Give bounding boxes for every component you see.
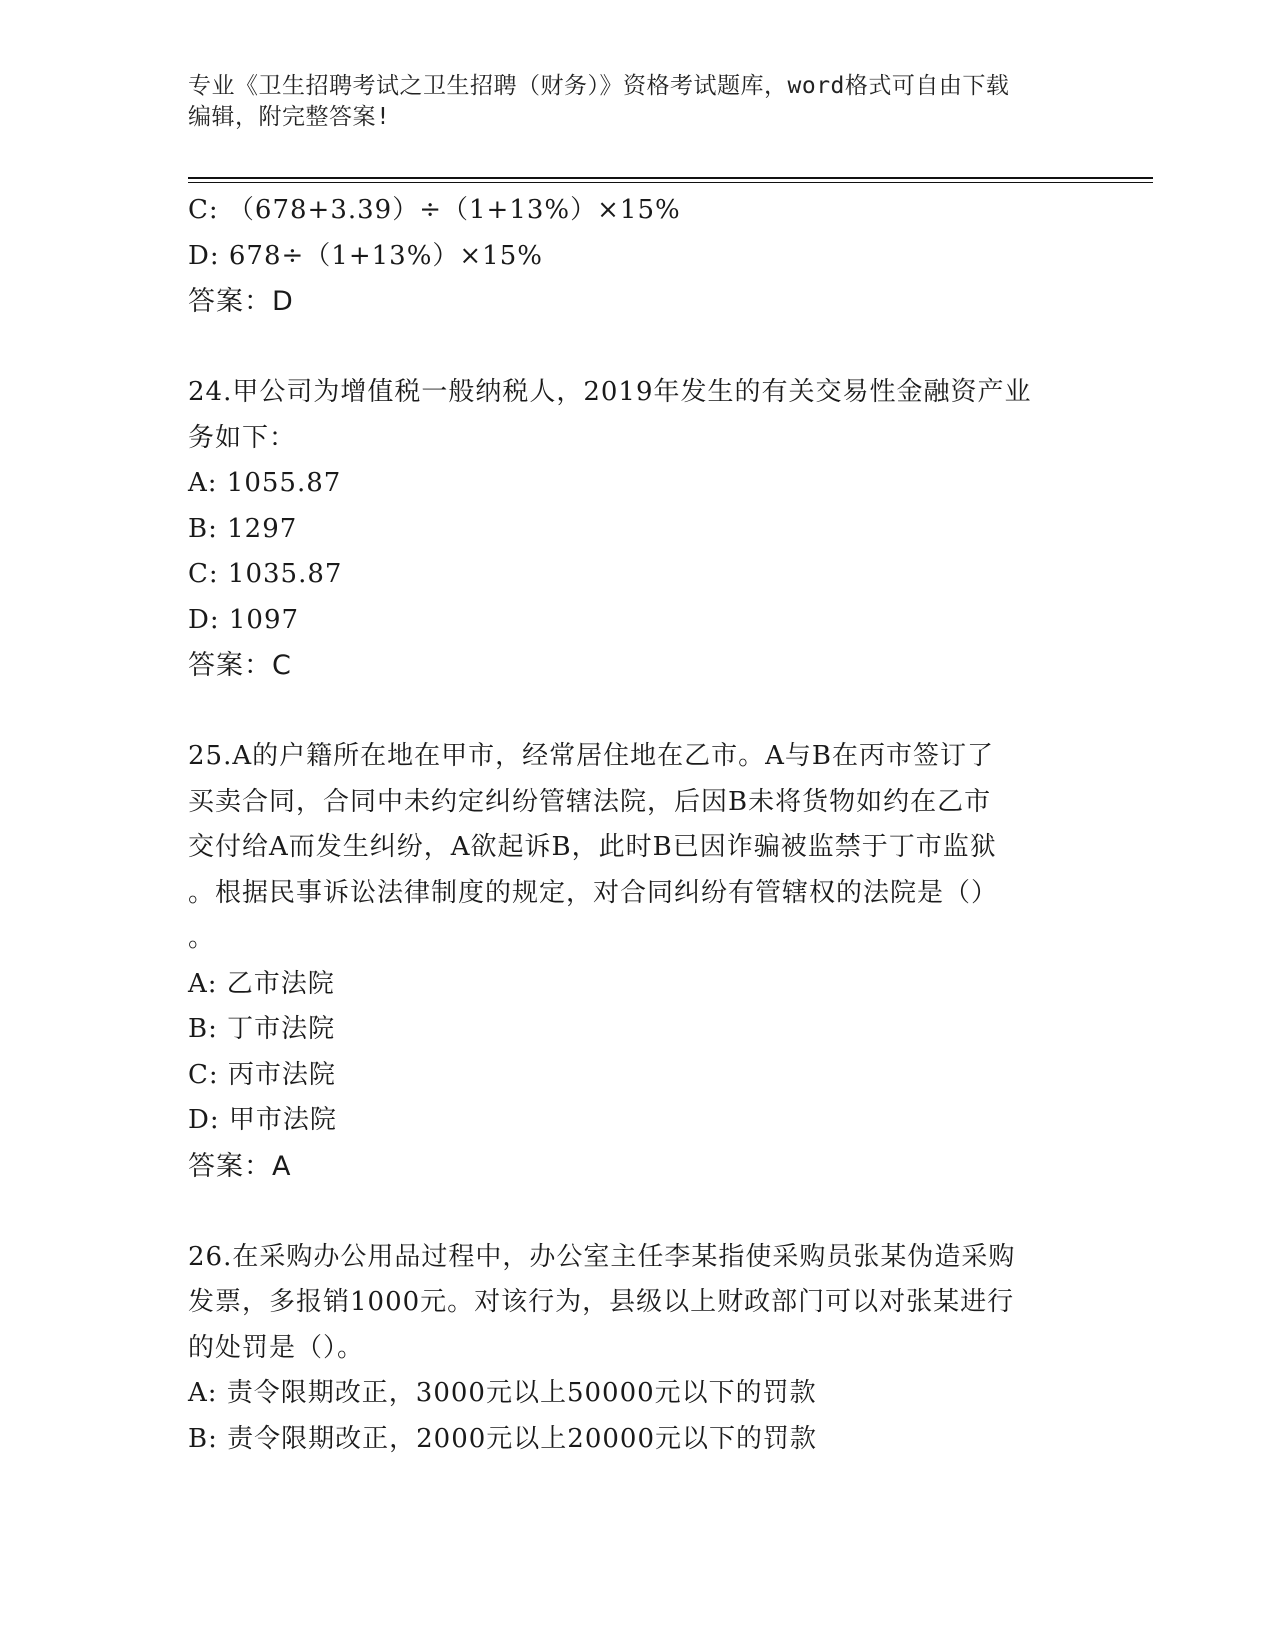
- question-23: [188, 188, 1088, 325]
- option-d: D: 1097: [188, 604, 300, 635]
- option-d: D: 678÷（1+13%）×15%: [188, 240, 543, 271]
- option-a: A: 1055.87: [188, 468, 342, 498]
- answer-line: 答案：D: [188, 286, 294, 317]
- question-stem: 。: [188, 923, 216, 953]
- header-line-1: 专业《卫生招聘考试之卫生招聘（财务）》资格考试题库，word格式可自由下载: [188, 73, 1010, 99]
- option-b: B: 1297: [188, 513, 298, 544]
- option-c: C: （678+3.39）÷（1+13%）×15%: [188, 195, 681, 225]
- question-25: [188, 734, 1088, 1189]
- question-stem: 发票，多报销1000元。对该行为，县级以上财政部门可以对张某进行: [188, 1287, 1015, 1317]
- spacer: [188, 325, 1088, 371]
- option-d: D: 甲市法院: [188, 1105, 337, 1135]
- question-26: [188, 1235, 1088, 1463]
- question-stem: 。根据民事诉讼法律制度的规定，对合同纠纷有管辖权的法院是（）: [188, 877, 999, 908]
- question-body: [188, 188, 1088, 1462]
- answer-line: 答案：C: [188, 650, 292, 681]
- question-stem: 交付给A而发生纠纷，A欲起诉B，此时B已因诈骗被监禁于丁市监狱: [188, 832, 997, 862]
- question-stem: 的处罚是（）。: [188, 1332, 365, 1363]
- option-b: B: 丁市法院: [188, 1014, 336, 1044]
- option-a: A: 乙市法院: [188, 968, 335, 999]
- spacer: [188, 1189, 1088, 1235]
- option-a: A: 责令限期改正，3000元以上50000元以下的罚款: [188, 1378, 817, 1408]
- option-c: C: 1035.87: [188, 559, 343, 589]
- option-c: C: 丙市法院: [188, 1059, 336, 1090]
- answer-line: 答案：A: [188, 1150, 292, 1182]
- question-stem: 25.A的户籍所在地在甲市，经常居住地在乙市。A与B在丙市签订了: [188, 741, 995, 771]
- spacer: [188, 689, 1088, 735]
- header-rule-thick: [188, 177, 1153, 179]
- option-b: B: 责令限期改正，2000元以上20000元以下的罚款: [188, 1423, 818, 1454]
- question-stem: 买卖合同，合同中未约定纠纷管辖法院，后因B未将货物如约在乙市: [188, 786, 992, 817]
- header-rule-thin: [188, 182, 1153, 183]
- document-header: [188, 71, 1088, 133]
- question-stem: 26.在采购办公用品过程中，办公室主任李某指使采购员张某伪造采购: [188, 1241, 1016, 1272]
- question-stem: 24.甲公司为增值税一般纳税人，2019年发生的有关交易性金融资产业: [188, 377, 1032, 407]
- header-line-2: 编辑，附完整答案!: [188, 104, 391, 130]
- question-24: [188, 370, 1088, 689]
- question-stem: 务如下：: [188, 422, 297, 453]
